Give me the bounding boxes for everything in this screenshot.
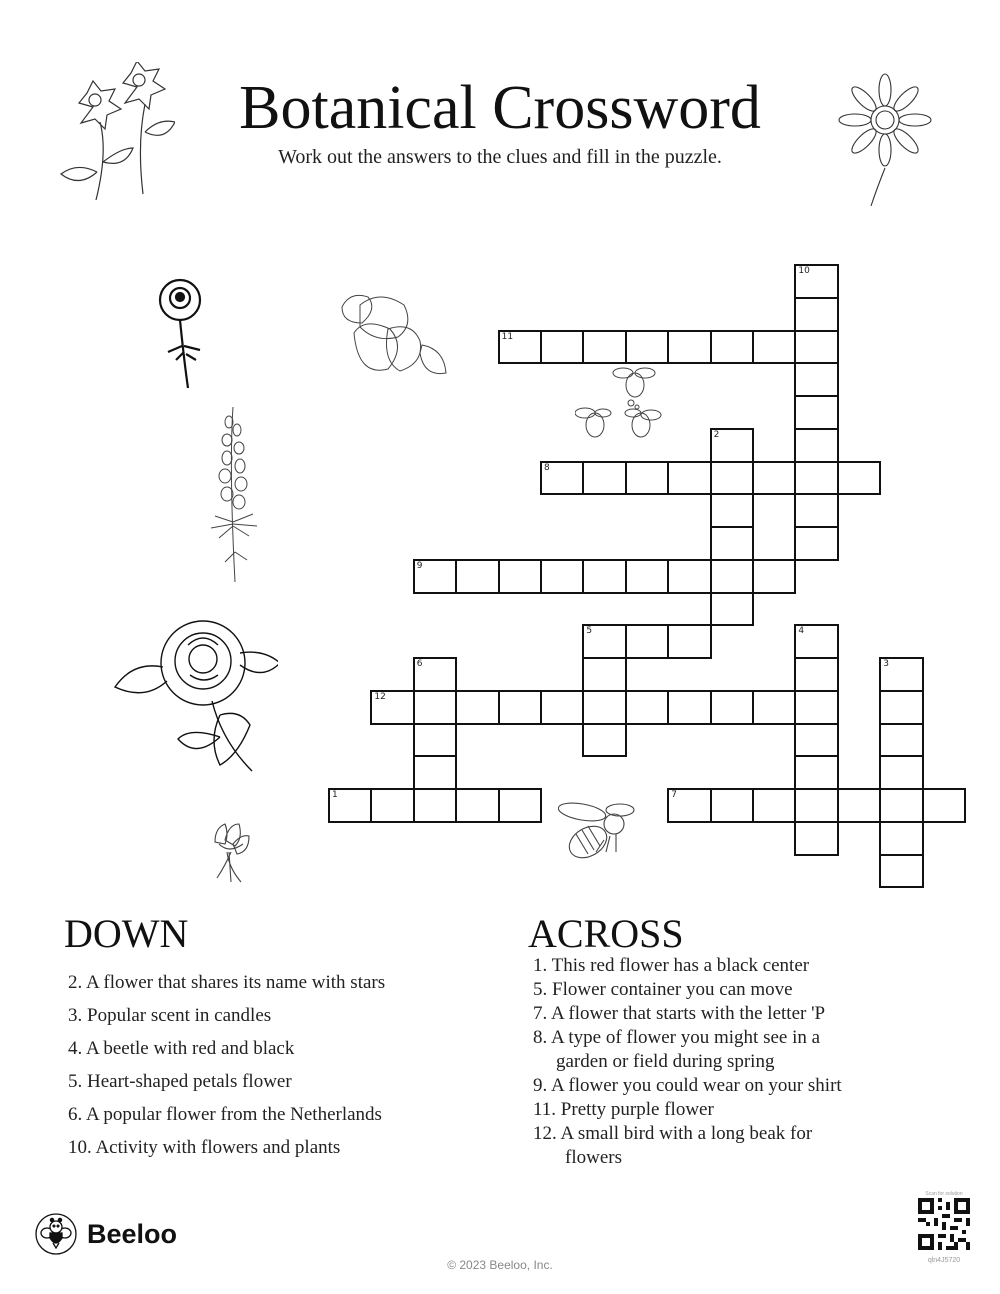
crossword-cell[interactable] [540, 330, 584, 365]
crossword-cell[interactable] [710, 330, 754, 365]
crossword-cell[interactable] [498, 559, 542, 594]
across-clue-text: 5. Flower container you can move [533, 979, 793, 1000]
crossword-cell[interactable] [667, 788, 711, 823]
down-clue: 2. A flower that shares its name with stars [68, 972, 386, 993]
across-clue [533, 978, 842, 1002]
crossword-cell[interactable] [710, 788, 754, 823]
clue-number: 4 [798, 626, 805, 637]
page-title: Botanical Crossword [239, 74, 761, 142]
down-clues-list [68, 966, 385, 1164]
gardenia-icon [108, 605, 278, 775]
crossword-cell[interactable] [498, 788, 542, 823]
qr-code-icon [918, 1198, 970, 1250]
across-clues-list [533, 954, 842, 1170]
crossword-cell[interactable] [667, 461, 711, 496]
crossword-cell[interactable] [455, 690, 499, 725]
crossword-cell[interactable] [455, 559, 499, 594]
crossword-cell[interactable] [328, 788, 372, 823]
crossword-cell[interactable] [413, 723, 457, 758]
daisy-icon [830, 68, 940, 208]
crossword-cell[interactable] [667, 624, 711, 659]
crossword-cell[interactable] [752, 788, 796, 823]
across-clue [533, 1098, 842, 1122]
crossword-cell[interactable] [794, 723, 838, 758]
crossword-cell[interactable] [582, 330, 626, 365]
crossword-cell[interactable] [625, 559, 669, 594]
crossword-cell[interactable] [794, 362, 838, 397]
crossword-cell[interactable] [794, 330, 838, 365]
brand-name: Beeloo [87, 1218, 178, 1249]
crossword-cell[interactable] [794, 624, 838, 659]
bee-logo-icon [35, 1213, 77, 1255]
down-heading: DOWN [64, 911, 189, 956]
crossword-cell[interactable] [710, 461, 754, 496]
clue-number: 6 [416, 659, 423, 669]
across-clue-text: 12. A small bird with a long beak for [533, 1123, 813, 1144]
clue-number: 10 [798, 266, 810, 276]
crossword-cell[interactable] [582, 559, 626, 594]
across-clue-continuation: flowers [565, 1147, 622, 1168]
crossword-cell[interactable] [710, 493, 754, 528]
crossword-cell[interactable] [625, 624, 669, 659]
brand-logo[interactable] [35, 1213, 177, 1255]
across-heading: ACROSS [528, 911, 684, 956]
crossword-cell[interactable] [413, 690, 457, 725]
crossword-cell[interactable] [540, 690, 584, 725]
across-clue-text: 9. A flower you could wear on your shirt [533, 1075, 842, 1096]
clue-number: 11 [501, 331, 514, 342]
crossword-cell[interactable] [710, 526, 754, 561]
qr-code-label: qln4J5720 [927, 1257, 961, 1264]
clue-number: 2 [713, 429, 720, 440]
bee-icon [558, 800, 638, 865]
crossword-cell[interactable] [667, 559, 711, 594]
crossword-cell[interactable] [625, 461, 669, 496]
page-subtitle: Work out the answers to the clues and fill in the puzzle. [278, 146, 722, 168]
down-clue: 6. A popular flower from the Netherlands [68, 1104, 382, 1125]
crossword-cell[interactable] [370, 788, 414, 823]
crossword-cell[interactable] [582, 461, 626, 496]
qr-caption: Scan for solution [925, 1191, 963, 1197]
copyright: © 2023 Beeloo, Inc. [447, 1258, 553, 1272]
crossword-cell[interactable] [540, 559, 584, 594]
crossword-cell[interactable] [413, 788, 457, 823]
crossword-cell[interactable] [794, 755, 838, 790]
crossword-cell[interactable] [879, 690, 923, 725]
crossword-cell[interactable] [752, 461, 796, 496]
crossword-cell[interactable] [794, 821, 838, 856]
bees-icon [575, 365, 665, 445]
crossword-cell[interactable] [794, 690, 838, 725]
clue-number: 7 [671, 790, 677, 800]
rose-icon [150, 272, 210, 392]
tulip-icon [205, 822, 255, 884]
crossword-cell[interactable] [540, 461, 584, 496]
pansy-icon [330, 285, 450, 385]
crossword-cell[interactable] [837, 461, 881, 496]
crossword-cell[interactable] [879, 854, 923, 889]
crossword-cell[interactable] [837, 788, 881, 823]
crossword-cell[interactable] [879, 821, 923, 856]
crossword-cell[interactable] [667, 330, 711, 365]
crossword-cell[interactable] [370, 690, 414, 725]
crossword-cell[interactable] [710, 559, 754, 594]
lupine-icon [205, 402, 260, 587]
across-clue [533, 1002, 842, 1026]
clue-number: 9 [416, 560, 423, 571]
across-clue-text: 11. Pretty purple flower [533, 1099, 714, 1120]
crossword-cell[interactable] [794, 657, 838, 692]
crossword-cell[interactable] [710, 428, 754, 463]
clue-number: 3 [883, 659, 889, 669]
across-clue-text: 7. A flower that starts with the letter 'P [533, 1003, 826, 1024]
crossword-cell[interactable] [794, 493, 838, 528]
across-clue-text: 1. This red flower has a black center [533, 955, 810, 976]
crossword-cell[interactable] [794, 788, 838, 823]
crossword-cell[interactable] [413, 657, 457, 692]
crossword-cell[interactable] [794, 264, 838, 299]
crossword-cell[interactable] [922, 788, 966, 823]
crossword-cell[interactable] [794, 428, 838, 463]
clue-number: 1 [332, 790, 338, 800]
crossword-cell[interactable] [794, 297, 838, 332]
crossword-cell[interactable] [582, 723, 626, 758]
solution-qr[interactable] [916, 1190, 972, 1267]
crossword-cell[interactable] [794, 461, 838, 496]
crossword-cell[interactable] [582, 657, 626, 692]
across-clue [533, 1122, 842, 1170]
crossword-cell[interactable] [625, 330, 669, 365]
down-clue: 10. Activity with flowers and plants [68, 1137, 341, 1158]
crossword-cell[interactable] [413, 559, 457, 594]
crossword-cell[interactable] [879, 788, 923, 823]
crossword-cell[interactable] [879, 657, 923, 692]
crossword-cell[interactable] [667, 690, 711, 725]
daffodil-icon [45, 62, 175, 202]
crossword-cell[interactable] [413, 755, 457, 790]
across-clue-continuation: garden or field during spring [556, 1051, 775, 1072]
crossword-cell[interactable] [794, 526, 838, 561]
crossword-cell[interactable] [498, 690, 542, 725]
crossword-cell[interactable] [625, 690, 669, 725]
crossword-cell[interactable] [582, 624, 626, 659]
across-clue [533, 1026, 842, 1074]
crossword-cell[interactable] [582, 690, 626, 725]
across-clue-text: 8. A type of flower you might see in a [533, 1027, 821, 1048]
crossword-cell[interactable] [498, 330, 542, 365]
down-clue: 3. Popular scent in candles [68, 1005, 272, 1026]
clue-number: 12 [374, 691, 386, 702]
down-clue: 5. Heart-shaped petals flower [68, 1071, 292, 1092]
crossword-cell[interactable] [879, 755, 923, 790]
crossword-cell[interactable] [455, 788, 499, 823]
crossword-cell[interactable] [710, 690, 754, 725]
crossword-cell[interactable] [794, 395, 838, 430]
crossword-cell[interactable] [752, 330, 796, 365]
clue-number: 5 [586, 626, 593, 637]
crossword-cell[interactable] [752, 559, 796, 594]
across-clue [533, 1074, 842, 1098]
crossword-cell[interactable] [879, 723, 923, 758]
across-clue [533, 954, 842, 978]
crossword-cell[interactable] [710, 592, 754, 627]
down-clue: 4. A beetle with red and black [68, 1038, 295, 1059]
clue-number: 8 [544, 462, 550, 473]
crossword-cell[interactable] [752, 690, 796, 725]
